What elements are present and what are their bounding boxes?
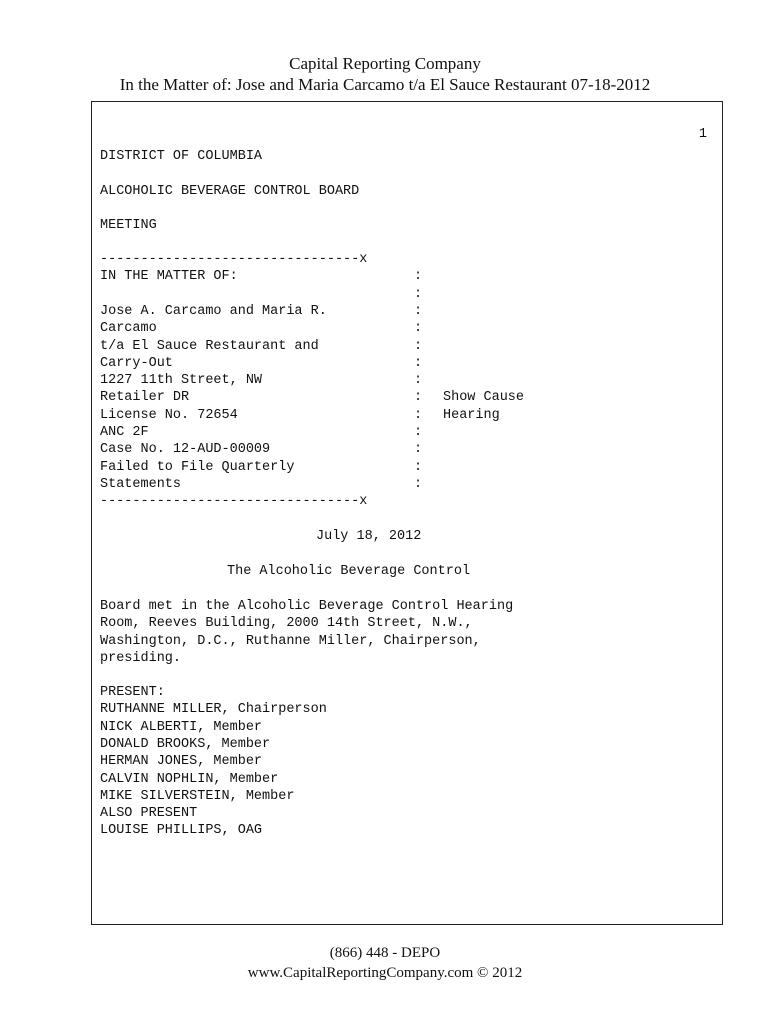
footer-website: www.CapitalReportingCompany.com © 2012 <box>247 965 523 981</box>
footer-phone: (866) 448 - DEPO <box>329 945 441 961</box>
caption-colon: : <box>414 442 423 458</box>
present-line: MIKE SILVERSTEIN, Member <box>100 788 295 804</box>
caption-colon: : <box>414 459 423 475</box>
caption-colon: : <box>414 373 423 389</box>
caption-rule-bottom: --------------------------------x <box>100 494 368 510</box>
present-line: HERMAN JONES, Member <box>100 754 263 770</box>
caption-line: License No. 72654 <box>100 407 238 423</box>
board-line: ALCOHOLIC BEVERAGE CONTROL BOARD <box>100 184 360 199</box>
caption-line: Jose A. Carcamo and Maria R. <box>100 303 327 319</box>
present-line: RUTHANNE MILLER, Chairperson <box>100 702 327 718</box>
case-type-line-1: Show Cause <box>443 390 525 406</box>
case-type-line-2: Hearing <box>443 407 500 423</box>
caption-line: IN THE MATTER OF: <box>100 269 238 285</box>
caption-line: Failed to File Quarterly <box>100 459 295 475</box>
caption-line: 1227 11th Street, NW <box>100 373 263 389</box>
caption-colon: : <box>414 269 423 285</box>
caption-line: Carry-Out <box>100 355 173 371</box>
caption-line: Statements <box>100 476 182 492</box>
caption-colon: : <box>414 286 423 302</box>
present-line: DONALD BROOKS, Member <box>100 736 271 752</box>
caption-rule-top: --------------------------------x <box>100 252 368 267</box>
header-matter: In the Matter of: Jose and Maria Carcamo t/a El Sauce Restaurant 07-18-2012 <box>119 75 651 94</box>
caption-colon: : <box>414 390 423 406</box>
caption-colon: : <box>414 476 423 492</box>
caption-colon: : <box>414 355 423 371</box>
paragraph-line: Board met in the Alcoholic Beverage Control Hearing <box>100 599 514 614</box>
caption-colon: : <box>414 338 423 354</box>
present-label: PRESENT: <box>100 685 165 700</box>
caption-line: Carcamo <box>100 321 157 337</box>
district-line: DISTRICT OF COLUMBIA <box>100 149 263 164</box>
caption-colon: : <box>414 321 423 337</box>
present-line: CALVIN NOPHLIN, Member <box>100 771 279 787</box>
caption-colon: : <box>414 407 423 423</box>
page-number: 1 <box>698 127 707 142</box>
caption-line: Case No. 12-AUD-00009 <box>100 442 271 458</box>
body-heading: The Alcoholic Beverage Control <box>227 564 471 579</box>
caption-line: ANC 2F <box>100 425 149 440</box>
present-line: ALSO PRESENT <box>100 806 198 822</box>
caption-line: t/a El Sauce Restaurant and <box>100 338 319 354</box>
paragraph-line: presiding. <box>100 650 182 666</box>
meeting-line: MEETING <box>100 218 157 233</box>
caption-line: Retailer DR <box>100 390 190 406</box>
hearing-date: July 18, 2012 <box>316 529 422 544</box>
caption-colon: : <box>414 303 423 319</box>
caption-colon: : <box>414 425 423 440</box>
header-company: Capital Reporting Company <box>289 54 481 73</box>
present-line: NICK ALBERTI, Member <box>100 719 263 735</box>
paragraph-line: Washington, D.C., Ruthanne Miller, Chairperson, <box>100 633 481 649</box>
paragraph-line: Room, Reeves Building, 2000 14th Street, N.W., <box>100 616 473 632</box>
transcript-page-frame <box>91 101 723 925</box>
present-line: LOUISE PHILLIPS, OAG <box>100 823 263 839</box>
